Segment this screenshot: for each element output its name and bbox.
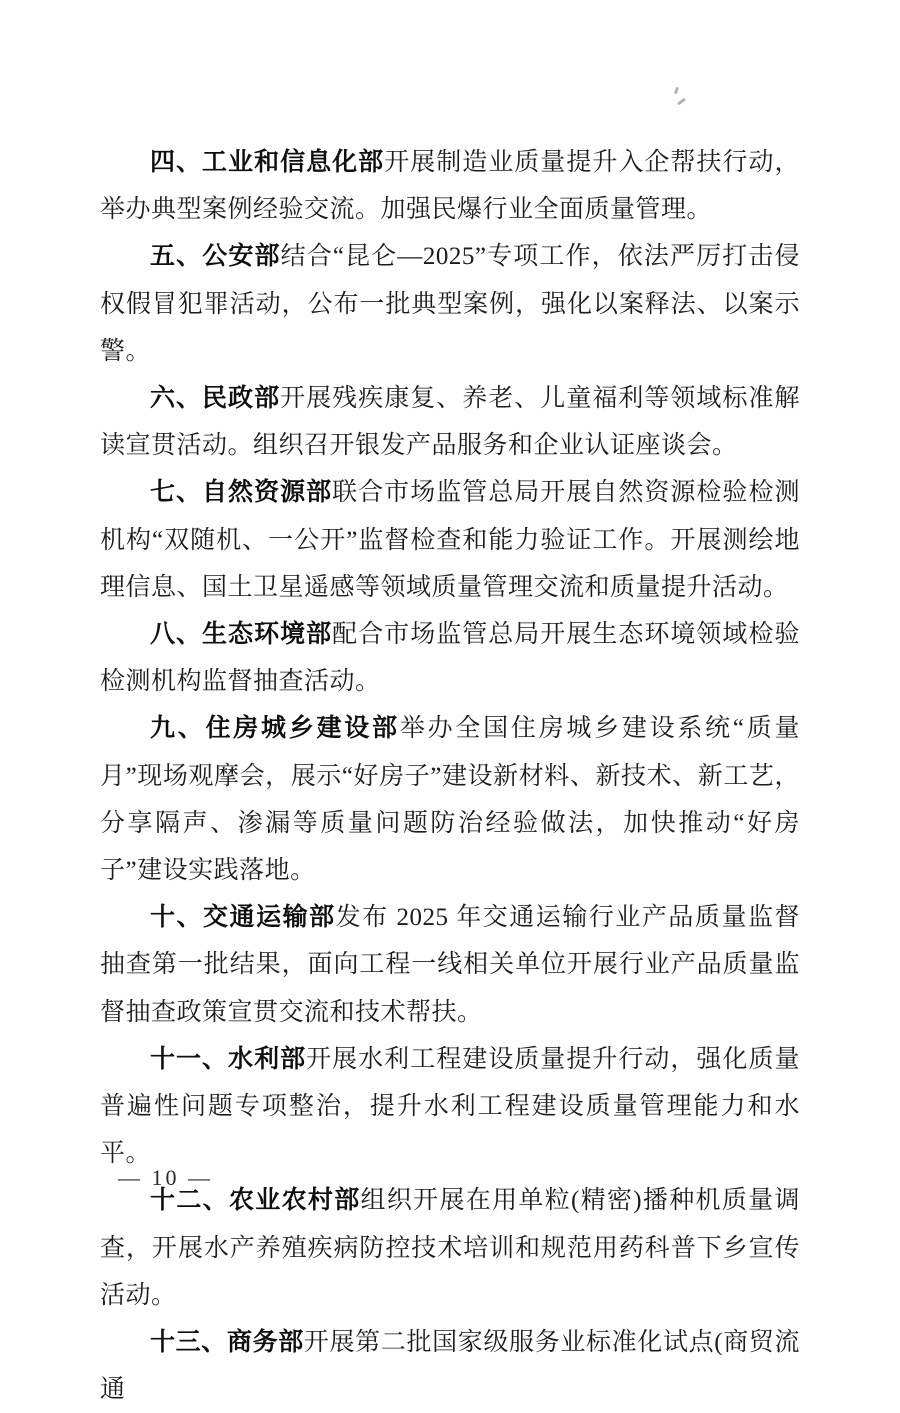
- item-12-lead: 十二、农业农村部: [150, 1186, 361, 1215]
- item-6-lead: 六、民政部: [150, 384, 281, 413]
- item-7-lead: 七、自然资源部: [150, 478, 333, 507]
- item-4-lead: 四、工业和信息化部: [150, 148, 385, 176]
- list-item-8: [100, 611, 800, 705]
- item-12-body: 组织开展在用单粒(精密)播种机质量调查，开展水产养殖疾病防控技术培训和规范用药科普下乡宣传活动。: [100, 1187, 800, 1309]
- list-item-5: [100, 233, 800, 375]
- item-8-lead: 八、生态环境部: [150, 620, 333, 649]
- list-item-4: [100, 139, 800, 233]
- item-10-lead: 十、交通运输部: [150, 903, 336, 932]
- item-13-lead: 十三、商务部: [150, 1328, 304, 1357]
- item-10-body: 发布 2025 年交通运输行业产品质量监督抽查第一批结果，面向工程一线相关单位开展行业产品质量监督抽查政策宣贯交流和技术帮扶。: [100, 904, 800, 1026]
- item-5-body: 结合“昆仑—2025”专项工作，依法严厉打击侵权假冒犯罪活动，公布一批典型案例，强化以案释法、以案示警。: [100, 243, 800, 365]
- list-item-12: [100, 1177, 800, 1319]
- page-number: — 10 —: [118, 1165, 213, 1190]
- item-5-lead: 五、公安部: [150, 242, 281, 271]
- scan-artifact-speck: [677, 98, 686, 106]
- list-item-6: [100, 375, 800, 469]
- item-8-body: 配合市场监管总局开展生态环境领域检验检测机构监督抽查活动。: [100, 621, 800, 696]
- item-7-body: 联合市场监管总局开展自然资源检验检测机构“双随机、一公开”监督检查和能力验证工作。开展测绘地理信息、国土卫星遥感等领域质量管理交流和质量提升活动。: [100, 479, 800, 601]
- item-11-lead: 十一、水利部: [150, 1044, 307, 1073]
- item-4-body: 开展制造业质量提升入企帮扶行动，举办典型案例经验交流。加强民爆行业全面质量管理。: [100, 149, 800, 224]
- scan-artifact-speck: [674, 87, 679, 95]
- list-item-13: [100, 1319, 800, 1413]
- list-item-9: [100, 705, 800, 894]
- list-item-11: [100, 1036, 800, 1178]
- item-9-lead: 九、住房城乡建设部: [150, 714, 400, 743]
- item-6-body: 开展残疾康复、养老、儿童福利等领域标准解读宣贯活动。组织召开银发产品服务和企业认证座谈会。: [100, 385, 800, 460]
- item-13-body: 开展第二批国家级服务业标准化试点(商贸流通: [100, 1329, 800, 1404]
- item-11-body: 开展水利工程建设质量提升行动，强化质量普遍性问题专项整治，提升水利工程建设质量管理能力和水平。: [100, 1045, 800, 1168]
- item-9-body: 举办全国住房城乡建设系统“质量月”现场观摩会，展示“好房子”建设新材料、新技术、新工艺，分享隔声、渗漏等质量问题防治经验做法，加快推动“好房子”建设实践落地。: [100, 715, 800, 885]
- document-body: [100, 139, 800, 1413]
- list-item-7: [100, 469, 800, 611]
- list-item-10: [100, 894, 800, 1036]
